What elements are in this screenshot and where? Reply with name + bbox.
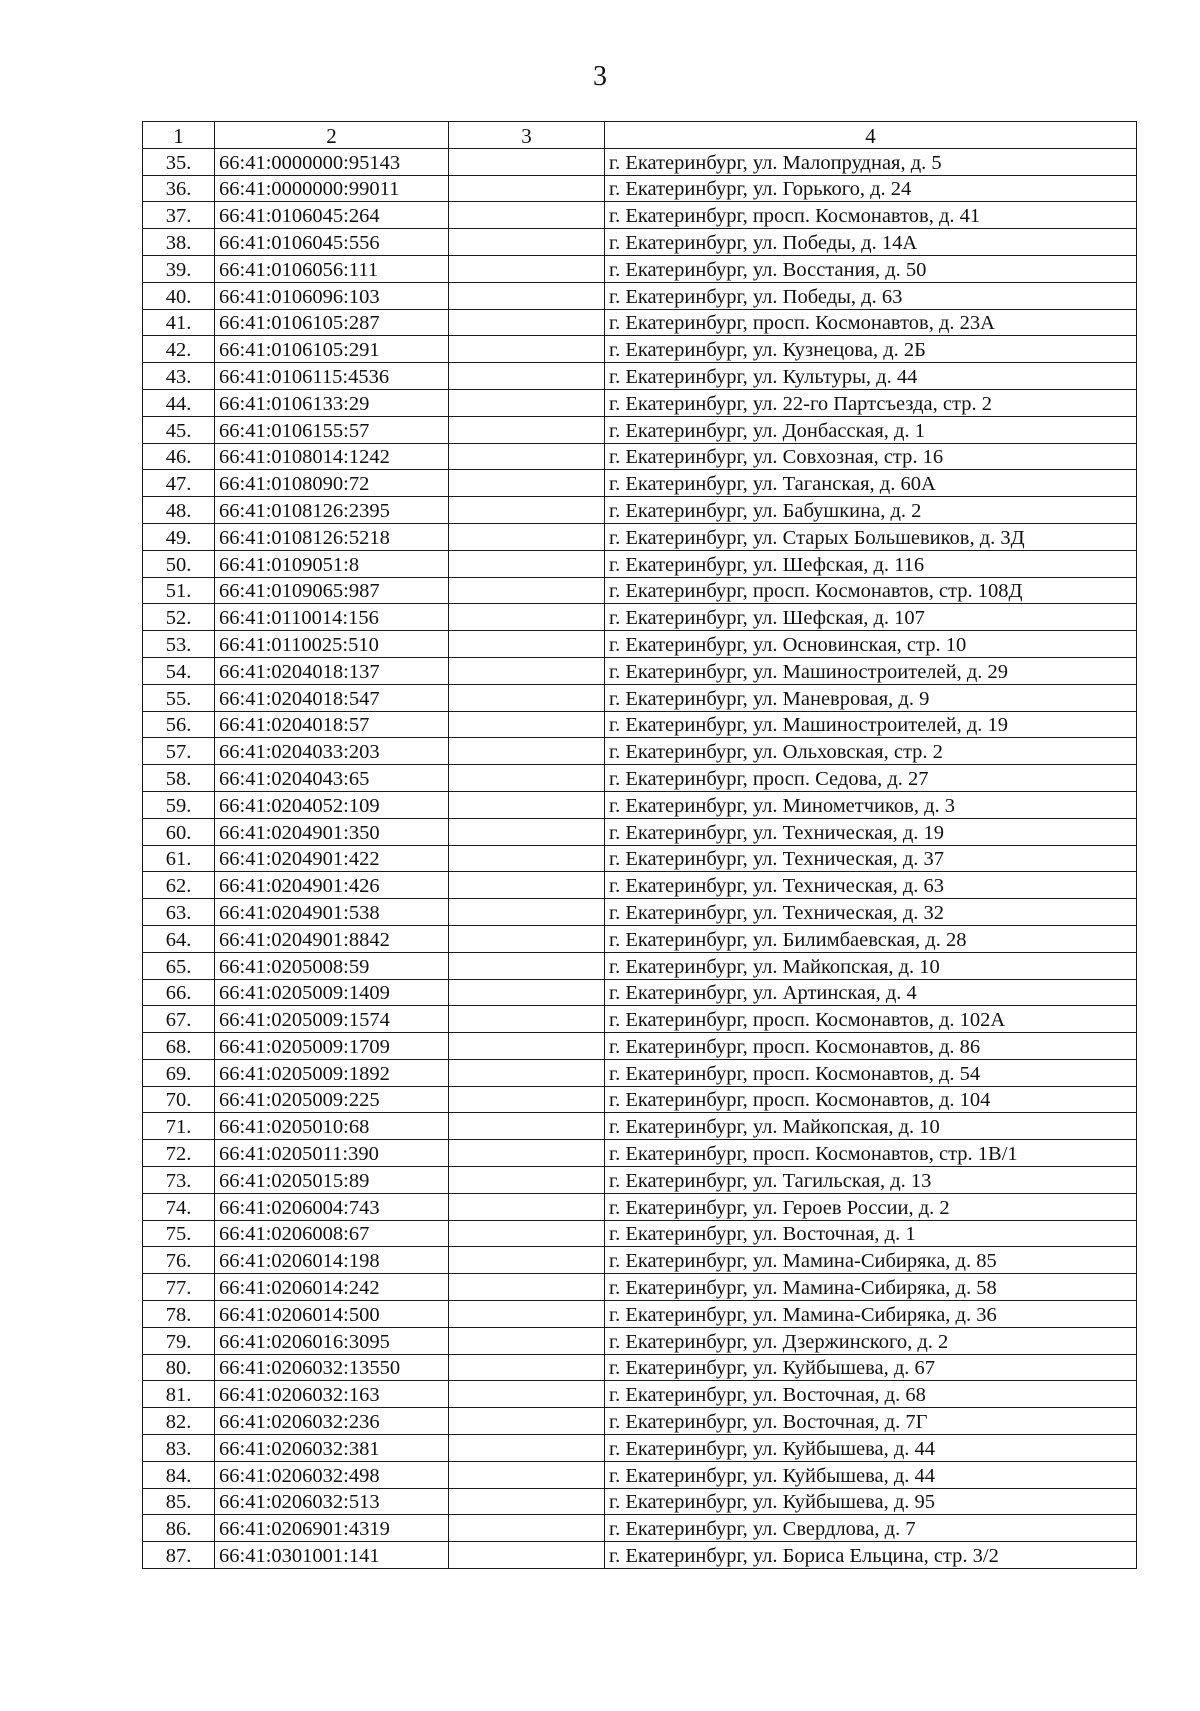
row-number-cell: 82. <box>143 1408 215 1435</box>
table-row <box>143 899 1137 926</box>
address-cell: г. Екатеринбург, ул. Тагильская, д. 13 <box>605 1167 1137 1194</box>
column-3-cell <box>449 631 605 658</box>
row-number-cell: 36. <box>143 175 215 202</box>
column-3-cell <box>449 1167 605 1194</box>
address-cell: г. Екатеринбург, ул. Победы, д. 63 <box>605 282 1137 309</box>
row-number-cell: 46. <box>143 443 215 470</box>
column-3-cell <box>449 1461 605 1488</box>
cadastral-number-cell: 66:41:0109051:8 <box>215 550 449 577</box>
cadastral-number-cell: 66:41:0301001:141 <box>215 1542 449 1569</box>
cadastral-number-cell: 66:41:0106155:57 <box>215 416 449 443</box>
address-cell: г. Екатеринбург, ул. Восточная, д. 7Г <box>605 1408 1137 1435</box>
cadastral-number-cell: 66:41:0205009:225 <box>215 1086 449 1113</box>
cadastral-number-cell: 66:41:0106096:103 <box>215 282 449 309</box>
table-row <box>143 1515 1137 1542</box>
cadastral-number-cell: 66:41:0204901:426 <box>215 872 449 899</box>
column-3-cell <box>449 470 605 497</box>
table-row <box>143 1167 1137 1194</box>
row-number-cell: 58. <box>143 765 215 792</box>
row-number-cell: 79. <box>143 1327 215 1354</box>
address-cell: г. Екатеринбург, ул. Победы, д. 14А <box>605 229 1137 256</box>
table-row <box>143 738 1137 765</box>
row-number-cell: 81. <box>143 1381 215 1408</box>
address-cell: г. Екатеринбург, ул. Мамина-Сибиряка, д. 36 <box>605 1301 1137 1328</box>
registry-table <box>142 121 1137 1569</box>
column-3-cell <box>449 1247 605 1274</box>
column-3-cell <box>449 309 605 336</box>
table-body <box>143 148 1137 1568</box>
row-number-cell: 50. <box>143 550 215 577</box>
address-cell: г. Екатеринбург, ул. 22-го Партсъезда, стр. 2 <box>605 389 1137 416</box>
cadastral-number-cell: 66:41:0204901:422 <box>215 845 449 872</box>
column-3-cell <box>449 818 605 845</box>
table-row <box>143 1247 1137 1274</box>
column-3-cell <box>449 791 605 818</box>
address-cell: г. Екатеринбург, ул. Дзержинского, д. 2 <box>605 1327 1137 1354</box>
row-number-cell: 66. <box>143 979 215 1006</box>
cadastral-number-cell: 66:41:0206004:743 <box>215 1193 449 1220</box>
address-cell: г. Екатеринбург, ул. Куйбышева, д. 44 <box>605 1461 1137 1488</box>
address-cell: г. Екатеринбург, ул. Машиностроителей, д. 19 <box>605 711 1137 738</box>
table-row <box>143 282 1137 309</box>
address-cell: г. Екатеринбург, ул. Ольховская, стр. 2 <box>605 738 1137 765</box>
address-cell: г. Екатеринбург, ул. Мамина-Сибиряка, д. 85 <box>605 1247 1137 1274</box>
address-cell: г. Екатеринбург, ул. Машиностроителей, д. 29 <box>605 657 1137 684</box>
column-3-cell <box>449 1086 605 1113</box>
row-number-cell: 73. <box>143 1167 215 1194</box>
column-3-cell <box>449 1435 605 1462</box>
row-number-cell: 76. <box>143 1247 215 1274</box>
address-cell: г. Екатеринбург, ул. Артинская, д. 4 <box>605 979 1137 1006</box>
address-cell: г. Екатеринбург, ул. Минометчиков, д. 3 <box>605 791 1137 818</box>
column-3-cell <box>449 229 605 256</box>
table-row <box>143 470 1137 497</box>
column-3-cell <box>449 657 605 684</box>
row-number-cell: 56. <box>143 711 215 738</box>
cadastral-number-cell: 66:41:0204901:350 <box>215 818 449 845</box>
table-row <box>143 497 1137 524</box>
row-number-cell: 49. <box>143 523 215 550</box>
cadastral-number-cell: 66:41:0106045:264 <box>215 202 449 229</box>
table-row <box>143 684 1137 711</box>
address-cell: г. Екатеринбург, ул. Майкопская, д. 10 <box>605 1113 1137 1140</box>
table-row <box>143 925 1137 952</box>
column-3-cell <box>449 1274 605 1301</box>
row-number-cell: 60. <box>143 818 215 845</box>
table-row <box>143 1354 1137 1381</box>
cadastral-number-cell: 66:41:0000000:99011 <box>215 175 449 202</box>
row-number-cell: 40. <box>143 282 215 309</box>
table-row <box>143 765 1137 792</box>
column-3-cell <box>449 577 605 604</box>
cadastral-number-cell: 66:41:0204033:203 <box>215 738 449 765</box>
address-cell: г. Екатеринбург, ул. Совхозная, стр. 16 <box>605 443 1137 470</box>
table-row <box>143 657 1137 684</box>
row-number-cell: 77. <box>143 1274 215 1301</box>
row-number-cell: 87. <box>143 1542 215 1569</box>
row-number-cell: 59. <box>143 791 215 818</box>
table-row <box>143 577 1137 604</box>
header-col-3: 3 <box>449 122 605 149</box>
row-number-cell: 83. <box>143 1435 215 1462</box>
table-row <box>143 1408 1137 1435</box>
address-cell: г. Екатеринбург, ул. Кузнецова, д. 2Б <box>605 336 1137 363</box>
table-row <box>143 309 1137 336</box>
address-cell: г. Екатеринбург, ул. Шефская, д. 116 <box>605 550 1137 577</box>
table-row <box>143 1033 1137 1060</box>
row-number-cell: 64. <box>143 925 215 952</box>
table-row <box>143 872 1137 899</box>
table-row <box>143 952 1137 979</box>
address-cell: г. Екатеринбург, просп. Космонавтов, д. 104 <box>605 1086 1137 1113</box>
row-number-cell: 55. <box>143 684 215 711</box>
address-cell: г. Екатеринбург, ул. Восточная, д. 68 <box>605 1381 1137 1408</box>
column-3-cell <box>449 1354 605 1381</box>
cadastral-number-cell: 66:41:0000000:95143 <box>215 148 449 175</box>
address-cell: г. Екатеринбург, ул. Бабушкина, д. 2 <box>605 497 1137 524</box>
address-cell: г. Екатеринбург, ул. Восточная, д. 1 <box>605 1220 1137 1247</box>
address-cell: г. Екатеринбург, просп. Космонавтов, д. 41 <box>605 202 1137 229</box>
table-row <box>143 979 1137 1006</box>
cadastral-number-cell: 66:41:0206032:498 <box>215 1461 449 1488</box>
address-cell: г. Екатеринбург, просп. Космонавтов, стр. 108Д <box>605 577 1137 604</box>
cadastral-number-cell: 66:41:0204901:8842 <box>215 925 449 952</box>
table-row <box>143 363 1137 390</box>
cadastral-number-cell: 66:41:0204018:137 <box>215 657 449 684</box>
column-3-cell <box>449 443 605 470</box>
header-col-2: 2 <box>215 122 449 149</box>
table-row <box>143 1461 1137 1488</box>
table-row <box>143 1220 1137 1247</box>
column-3-cell <box>449 416 605 443</box>
table-row <box>143 255 1137 282</box>
row-number-cell: 43. <box>143 363 215 390</box>
address-cell: г. Екатеринбург, ул. Таганская, д. 60А <box>605 470 1137 497</box>
column-3-cell <box>449 497 605 524</box>
row-number-cell: 54. <box>143 657 215 684</box>
address-cell: г. Екатеринбург, просп. Космонавтов, д. 102А <box>605 1006 1137 1033</box>
column-3-cell <box>449 1542 605 1569</box>
column-3-cell <box>449 872 605 899</box>
cadastral-number-cell: 66:41:0108090:72 <box>215 470 449 497</box>
cadastral-number-cell: 66:41:0206032:163 <box>215 1381 449 1408</box>
column-3-cell <box>449 550 605 577</box>
cadastral-number-cell: 66:41:0205009:1574 <box>215 1006 449 1033</box>
address-cell: г. Екатеринбург, просп. Космонавтов, д. 23А <box>605 309 1137 336</box>
cadastral-number-cell: 66:41:0108014:1242 <box>215 443 449 470</box>
cadastral-number-cell: 66:41:0205009:1709 <box>215 1033 449 1060</box>
table-row <box>143 1274 1137 1301</box>
cadastral-number-cell: 66:41:0205009:1409 <box>215 979 449 1006</box>
column-3-cell <box>449 1488 605 1515</box>
address-cell: г. Екатеринбург, ул. Культуры, д. 44 <box>605 363 1137 390</box>
column-3-cell <box>449 765 605 792</box>
column-3-cell <box>449 845 605 872</box>
row-number-cell: 65. <box>143 952 215 979</box>
cadastral-number-cell: 66:41:0206014:500 <box>215 1301 449 1328</box>
column-3-cell <box>449 1220 605 1247</box>
address-cell: г. Екатеринбург, просп. Космонавтов, стр. 1В/1 <box>605 1140 1137 1167</box>
table-row <box>143 1435 1137 1462</box>
table-row <box>143 229 1137 256</box>
column-3-cell <box>449 523 605 550</box>
address-cell: г. Екатеринбург, ул. Старых Большевиков, д. 3Д <box>605 523 1137 550</box>
address-cell: г. Екатеринбург, ул. Куйбышева, д. 44 <box>605 1435 1137 1462</box>
row-number-cell: 69. <box>143 1059 215 1086</box>
cadastral-number-cell: 66:41:0205008:59 <box>215 952 449 979</box>
cadastral-number-cell: 66:41:0108126:2395 <box>215 497 449 524</box>
row-number-cell: 78. <box>143 1301 215 1328</box>
column-3-cell <box>449 148 605 175</box>
column-3-cell <box>449 1006 605 1033</box>
table-row <box>143 1193 1137 1220</box>
row-number-cell: 71. <box>143 1113 215 1140</box>
address-cell: г. Екатеринбург, ул. Донбасская, д. 1 <box>605 416 1137 443</box>
table-row <box>143 202 1137 229</box>
cadastral-number-cell: 66:41:0110025:510 <box>215 631 449 658</box>
address-cell: г. Екатеринбург, просп. Космонавтов, д. 54 <box>605 1059 1137 1086</box>
table-row <box>143 604 1137 631</box>
cadastral-number-cell: 66:41:0206032:13550 <box>215 1354 449 1381</box>
column-3-cell <box>449 1327 605 1354</box>
column-3-cell <box>449 389 605 416</box>
cadastral-number-cell: 66:41:0106056:111 <box>215 255 449 282</box>
table-row <box>143 416 1137 443</box>
table-row <box>143 1542 1137 1569</box>
address-cell: г. Екатеринбург, ул. Техническая, д. 37 <box>605 845 1137 872</box>
column-3-cell <box>449 1301 605 1328</box>
address-cell: г. Екатеринбург, ул. Героев России, д. 2 <box>605 1193 1137 1220</box>
row-number-cell: 39. <box>143 255 215 282</box>
table-row <box>143 336 1137 363</box>
column-3-cell <box>449 363 605 390</box>
table-row <box>143 1086 1137 1113</box>
column-3-cell <box>449 952 605 979</box>
table-row <box>143 711 1137 738</box>
address-cell: г. Екатеринбург, ул. Техническая, д. 19 <box>605 818 1137 845</box>
header-row <box>143 122 1137 149</box>
cadastral-number-cell: 66:41:0106115:4536 <box>215 363 449 390</box>
address-cell: г. Екатеринбург, ул. Бориса Ельцина, стр. 3/2 <box>605 1542 1137 1569</box>
row-number-cell: 44. <box>143 389 215 416</box>
row-number-cell: 41. <box>143 309 215 336</box>
row-number-cell: 85. <box>143 1488 215 1515</box>
column-3-cell <box>449 1140 605 1167</box>
row-number-cell: 63. <box>143 899 215 926</box>
cadastral-number-cell: 66:41:0204052:109 <box>215 791 449 818</box>
address-cell: г. Екатеринбург, ул. Шефская, д. 107 <box>605 604 1137 631</box>
table-row <box>143 1059 1137 1086</box>
table-row <box>143 389 1137 416</box>
cadastral-number-cell: 66:41:0205009:1892 <box>215 1059 449 1086</box>
row-number-cell: 37. <box>143 202 215 229</box>
cadastral-number-cell: 66:41:0206032:236 <box>215 1408 449 1435</box>
column-3-cell <box>449 255 605 282</box>
cadastral-number-cell: 66:41:0106105:287 <box>215 309 449 336</box>
address-cell: г. Екатеринбург, просп. Космонавтов, д. 86 <box>605 1033 1137 1060</box>
column-3-cell <box>449 175 605 202</box>
cadastral-number-cell: 66:41:0204043:65 <box>215 765 449 792</box>
address-cell: г. Екатеринбург, ул. Восстания, д. 50 <box>605 255 1137 282</box>
address-cell: г. Екатеринбург, ул. Техническая, д. 63 <box>605 872 1137 899</box>
row-number-cell: 61. <box>143 845 215 872</box>
column-3-cell <box>449 738 605 765</box>
table-row <box>143 1301 1137 1328</box>
address-cell: г. Екатеринбург, ул. Маневровая, д. 9 <box>605 684 1137 711</box>
cadastral-number-cell: 66:41:0110014:156 <box>215 604 449 631</box>
cadastral-number-cell: 66:41:0205011:390 <box>215 1140 449 1167</box>
address-cell: г. Екатеринбург, ул. Горького, д. 24 <box>605 175 1137 202</box>
cadastral-number-cell: 66:41:0204901:538 <box>215 899 449 926</box>
row-number-cell: 38. <box>143 229 215 256</box>
address-cell: г. Екатеринбург, ул. Свердлова, д. 7 <box>605 1515 1137 1542</box>
table-row <box>143 443 1137 470</box>
cadastral-number-cell: 66:41:0206901:4319 <box>215 1515 449 1542</box>
table-row <box>143 550 1137 577</box>
row-number-cell: 70. <box>143 1086 215 1113</box>
column-3-cell <box>449 1408 605 1435</box>
cadastral-number-cell: 66:41:0206016:3095 <box>215 1327 449 1354</box>
row-number-cell: 52. <box>143 604 215 631</box>
column-3-cell <box>449 1113 605 1140</box>
row-number-cell: 72. <box>143 1140 215 1167</box>
table-row <box>143 1113 1137 1140</box>
cadastral-number-cell: 66:41:0206032:513 <box>215 1488 449 1515</box>
row-number-cell: 74. <box>143 1193 215 1220</box>
column-3-cell <box>449 979 605 1006</box>
address-cell: г. Екатеринбург, ул. Куйбышева, д. 95 <box>605 1488 1137 1515</box>
row-number-cell: 75. <box>143 1220 215 1247</box>
column-3-cell <box>449 1193 605 1220</box>
column-3-cell <box>449 1515 605 1542</box>
table-row <box>143 175 1137 202</box>
row-number-cell: 80. <box>143 1354 215 1381</box>
column-3-cell <box>449 711 605 738</box>
address-cell: г. Екатеринбург, ул. Техническая, д. 32 <box>605 899 1137 926</box>
cadastral-number-cell: 66:41:0204018:547 <box>215 684 449 711</box>
row-number-cell: 42. <box>143 336 215 363</box>
cadastral-number-cell: 66:41:0206008:67 <box>215 1220 449 1247</box>
column-3-cell <box>449 684 605 711</box>
row-number-cell: 51. <box>143 577 215 604</box>
cadastral-number-cell: 66:41:0206032:381 <box>215 1435 449 1462</box>
cadastral-number-cell: 66:41:0206014:242 <box>215 1274 449 1301</box>
row-number-cell: 68. <box>143 1033 215 1060</box>
column-3-cell <box>449 604 605 631</box>
column-3-cell <box>449 1033 605 1060</box>
row-number-cell: 67. <box>143 1006 215 1033</box>
cadastral-number-cell: 66:41:0109065:987 <box>215 577 449 604</box>
cadastral-number-cell: 66:41:0206014:198 <box>215 1247 449 1274</box>
table-row <box>143 1140 1137 1167</box>
address-cell: г. Екатеринбург, ул. Малопрудная, д. 5 <box>605 148 1137 175</box>
table-row <box>143 1488 1137 1515</box>
address-cell: г. Екатеринбург, ул. Майкопская, д. 10 <box>605 952 1137 979</box>
address-cell: г. Екатеринбург, ул. Билимбаевская, д. 28 <box>605 925 1137 952</box>
row-number-cell: 47. <box>143 470 215 497</box>
column-3-cell <box>449 336 605 363</box>
cadastral-number-cell: 66:41:0106133:29 <box>215 389 449 416</box>
table-row <box>143 1381 1137 1408</box>
column-3-cell <box>449 1059 605 1086</box>
address-cell: г. Екатеринбург, ул. Основинская, стр. 10 <box>605 631 1137 658</box>
address-cell: г. Екатеринбург, ул. Куйбышева, д. 67 <box>605 1354 1137 1381</box>
header-col-4: 4 <box>605 122 1137 149</box>
table-row <box>143 791 1137 818</box>
cadastral-number-cell: 66:41:0106105:291 <box>215 336 449 363</box>
column-3-cell <box>449 1381 605 1408</box>
table-row <box>143 1327 1137 1354</box>
cadastral-number-cell: 66:41:0205015:89 <box>215 1167 449 1194</box>
table-row <box>143 631 1137 658</box>
row-number-cell: 35. <box>143 148 215 175</box>
address-cell: г. Екатеринбург, ул. Мамина-Сибиряка, д. 58 <box>605 1274 1137 1301</box>
row-number-cell: 48. <box>143 497 215 524</box>
table-row <box>143 148 1137 175</box>
row-number-cell: 45. <box>143 416 215 443</box>
row-number-cell: 84. <box>143 1461 215 1488</box>
row-number-cell: 62. <box>143 872 215 899</box>
column-3-cell <box>449 899 605 926</box>
column-3-cell <box>449 925 605 952</box>
cadastral-number-cell: 66:41:0204018:57 <box>215 711 449 738</box>
row-number-cell: 53. <box>143 631 215 658</box>
row-number-cell: 57. <box>143 738 215 765</box>
row-number-cell: 86. <box>143 1515 215 1542</box>
address-cell: г. Екатеринбург, просп. Седова, д. 27 <box>605 765 1137 792</box>
column-3-cell <box>449 202 605 229</box>
table-row <box>143 523 1137 550</box>
table-row <box>143 1006 1137 1033</box>
column-3-cell <box>449 282 605 309</box>
table-row <box>143 845 1137 872</box>
header-col-1: 1 <box>143 122 215 149</box>
page-number: 3 <box>593 61 607 92</box>
table-row <box>143 818 1137 845</box>
cadastral-number-cell: 66:41:0205010:68 <box>215 1113 449 1140</box>
cadastral-number-cell: 66:41:0106045:556 <box>215 229 449 256</box>
cadastral-number-cell: 66:41:0108126:5218 <box>215 523 449 550</box>
